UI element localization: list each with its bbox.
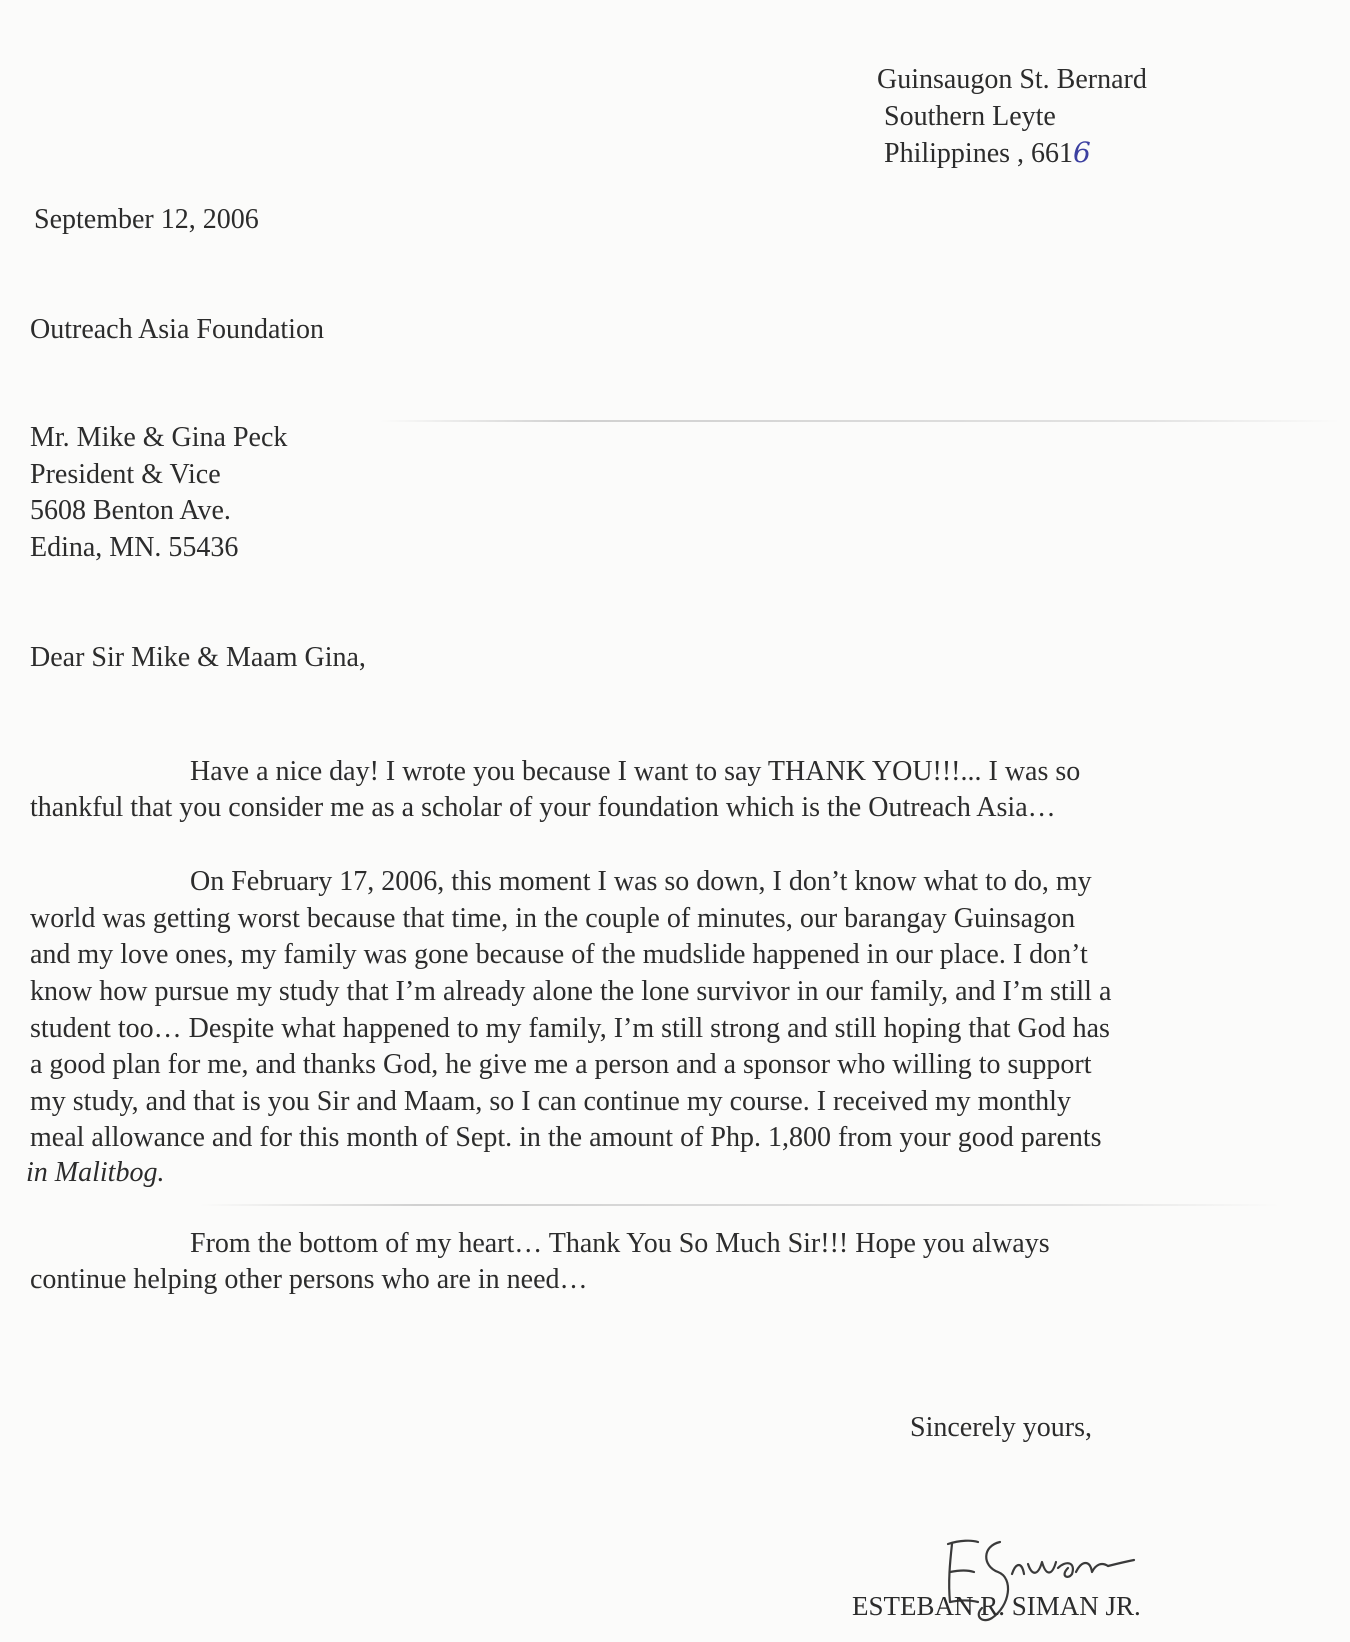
sender-address-line3 [877, 135, 1147, 173]
organization-name: Outreach Asia Foundation [30, 314, 324, 345]
closing: Sincerely yours, [910, 1412, 1092, 1443]
paragraph2-line3: and my love ones, my family was gone because of the mudslide happened in our place. I don’t [30, 939, 1088, 970]
paragraph2-line8: meal allowance and for this month of Sept. in the amount of Php. 1,800 from your good parents [30, 1122, 1102, 1153]
sender-address-line2: Southern Leyte [884, 100, 1056, 132]
paragraph1-line2: thankful that you consider me as a scholar of your foundation which is the Outreach Asia… [30, 792, 1056, 823]
handwritten-correction: 6 [1073, 136, 1091, 169]
paragraph3-line2: continue helping other persons who are in need… [30, 1264, 588, 1295]
paper-fold-top [380, 420, 1340, 422]
paragraph2-line2: world was getting worst because that time, in the couple of minutes, our barangay Guinsagon [30, 903, 1076, 934]
handwritten-signature [930, 1532, 1160, 1642]
paragraph2-line6: a good plan for me, and thanks God, he give me a person and a sponsor who willing to support [30, 1049, 1092, 1080]
paragraph1-line1: Have a nice day! I wrote you because I want to say THANK YOU!!!... I was so [190, 756, 1081, 787]
letter-date: September 12, 2006 [34, 204, 259, 235]
sender-address-line3-text: Philippines , 661 [884, 138, 1074, 169]
recipient-address [30, 420, 287, 566]
paper-fold-bottom [200, 1204, 1280, 1206]
sender-address [877, 62, 1147, 173]
recipient-street: 5608 Benton Ave. [30, 495, 231, 526]
paragraph2-line7: my study, and that is you Sir and Maam, so I can continue my course. I received my monthly [30, 1086, 1071, 1117]
paragraph3-line1: From the bottom of my heart… Thank You So Much Sir!!! Hope you always [190, 1228, 1050, 1259]
salutation: Dear Sir Mike & Maam Gina, [30, 642, 366, 673]
paragraph2-line4: know how pursue my study that I’m already alone the lone survivor in our family, and I’m still a [30, 976, 1112, 1007]
recipient-city: Edina, MN. 55436 [30, 531, 239, 563]
recipient-name: Mr. Mike & Gina Peck [30, 422, 288, 453]
paragraph2-handwritten-tail: in Malitbog. [26, 1157, 165, 1188]
recipient-title: President & Vice [30, 458, 221, 490]
paragraph2-line1: On February 17, 2006, this moment I was so down, I don’t know what to do, my [190, 866, 1092, 897]
sender-address-line1: Guinsaugon St. Bernard [877, 64, 1147, 95]
signer-name: ESTEBAN R. SIMAN JR. [852, 1591, 1141, 1621]
paragraph2-line5: student too… Despite what happened to my family, I’m still strong and still hoping that God has [30, 1013, 1110, 1044]
